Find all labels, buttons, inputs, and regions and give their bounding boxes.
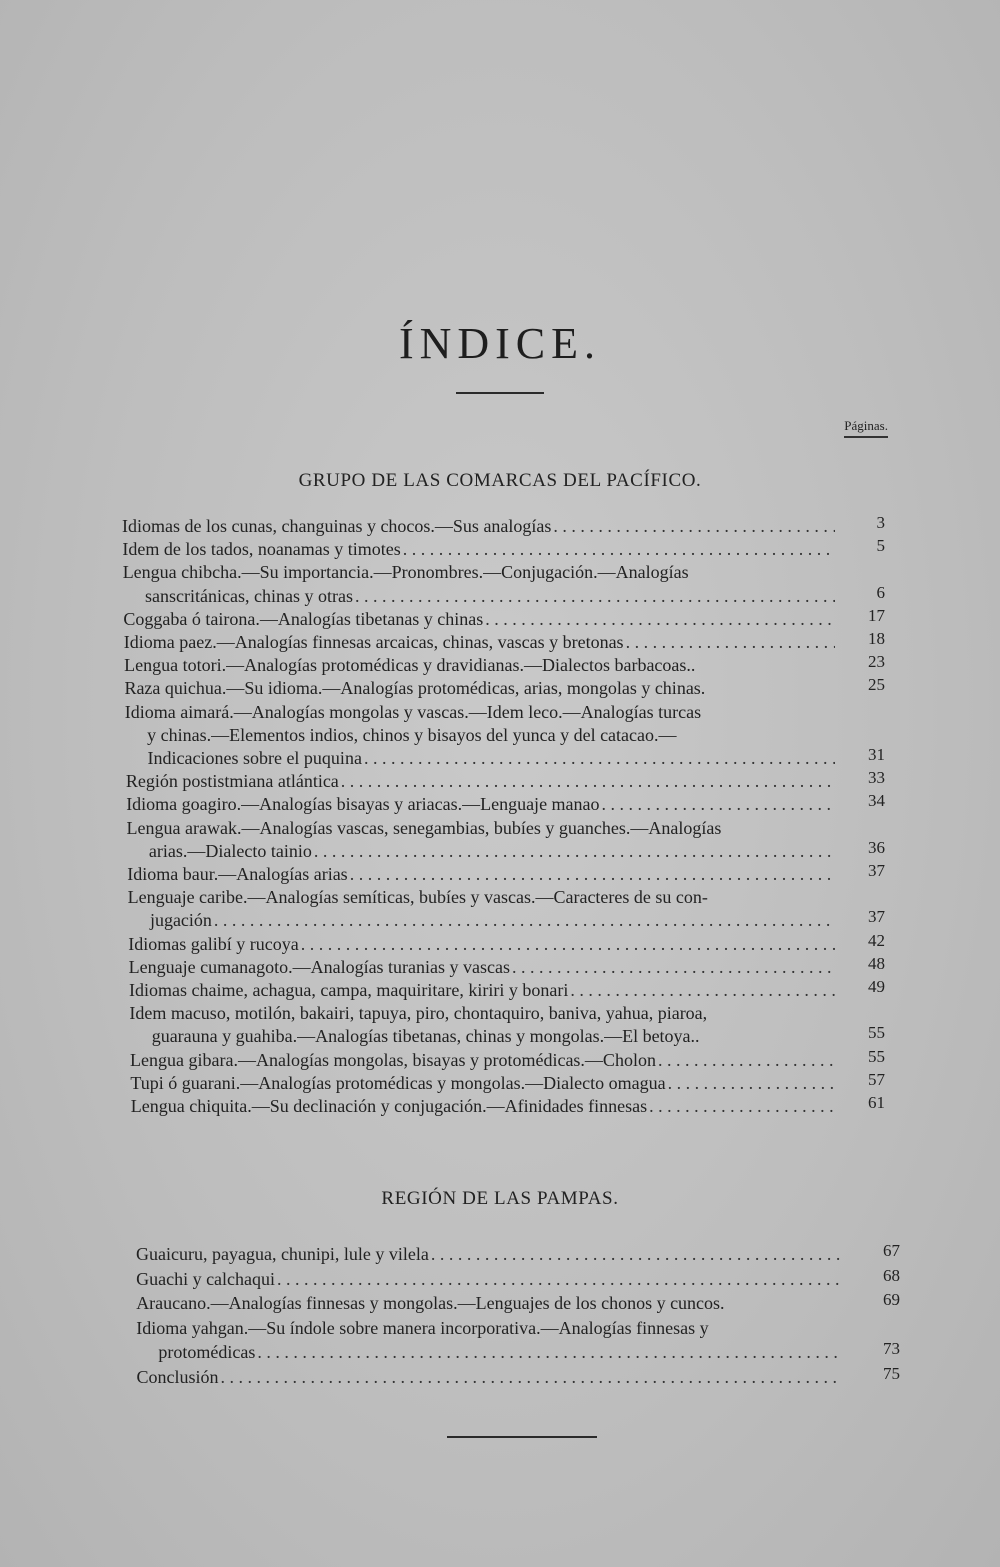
toc-page-number: 48	[868, 953, 885, 973]
toc-entry-text: y chinas.—Elementos indios, chinos y bisayos del yunca y del catacao.—	[147, 724, 677, 745]
toc-page-number: 36	[868, 837, 885, 857]
toc-entry	[127, 817, 835, 839]
toc-entry	[126, 793, 835, 815]
toc-entry-text: Idem de los tados, noanamas y timotes	[122, 539, 401, 560]
leader-dots	[277, 1268, 840, 1290]
toc-entry-text: Tupi ó guarani.—Analogías protomédicas y mongolas.—Dialecto omagua	[130, 1072, 666, 1093]
leader-dots	[512, 956, 835, 978]
toc-entry-text: sanscritánicas, chinas y otras	[145, 585, 353, 606]
toc-entry	[125, 701, 835, 723]
toc-page-number: 55	[868, 1046, 885, 1066]
toc-entry-text: Lengua gibara.—Analogías mongolas, bisayas y protomédicas.—Cholon	[130, 1049, 656, 1070]
leader-dots	[626, 631, 835, 653]
toc-page-number: 25	[868, 675, 885, 695]
toc-entry	[130, 1025, 835, 1047]
leader-dots	[341, 770, 835, 792]
leader-dots	[553, 515, 835, 537]
toc-entry-text: Guaicuru, payagua, chunipi, lule y vilela	[136, 1244, 429, 1264]
page-title: ÍNDICE.	[398, 319, 602, 368]
leader-dots	[257, 1341, 840, 1363]
toc-entry	[123, 608, 835, 630]
toc-entry	[129, 1002, 835, 1024]
toc-entry-text: Indicaciones sobre el puquina	[147, 748, 362, 768]
toc-page-number: 49	[868, 977, 885, 996]
toc-page-number: 61	[868, 1093, 885, 1112]
toc-entry	[123, 585, 835, 607]
toc-entry	[122, 515, 835, 537]
toc-page-number: 73	[883, 1339, 900, 1359]
toc-entry-text: Idioma yahgan.—Su índole sobre manera incorporativa.—Analogías finnesas y	[136, 1317, 709, 1338]
toc-page-number: 57	[868, 1069, 885, 1089]
closing-rule	[447, 1436, 597, 1438]
toc-entry	[136, 1317, 840, 1339]
toc-entry	[123, 561, 835, 583]
toc-page-number: 18	[868, 629, 885, 648]
toc-entry-text: Lengua chiquita.—Su declinación y conjugación.—Afinidades finnesas	[130, 1096, 648, 1116]
toc-page-number: 3	[876, 513, 885, 532]
toc-entry-text: Idioma baur.—Analogías arias	[127, 864, 348, 884]
toc-entry	[136, 1341, 840, 1363]
toc-page-number: 6	[876, 582, 885, 602]
toc-page-number: 23	[868, 652, 885, 672]
toc-page-number: 17	[868, 605, 885, 625]
toc-entry	[124, 677, 835, 699]
toc-page-number: 55	[868, 1023, 885, 1043]
toc-entry-text: Lenguaje cumanagoto.—Analogías turanias y vascas	[128, 956, 511, 977]
toc-entry-text: Región postistmiana atlántica	[125, 771, 339, 792]
toc-entry-text: Lenguaje caribe.—Analogías semíticas, bubíes y vascas.—Caracteres de su con-	[127, 887, 708, 908]
toc-entry-text: Guachi y calchaqui	[136, 1268, 276, 1289]
toc-page-number: 68	[883, 1265, 900, 1285]
toc-entry	[124, 631, 835, 653]
leader-dots	[649, 1095, 835, 1117]
toc-entry	[126, 747, 836, 769]
toc-entry-text: Idiomas galibí y rucoya	[128, 933, 299, 954]
toc-page-number: 75	[883, 1364, 900, 1383]
leader-dots	[221, 1366, 840, 1388]
toc-entry	[122, 538, 835, 560]
toc-entry-text: Raza quichua.—Su idioma.—Analogías protomédicas, arias, mongolas y chinas.	[124, 678, 706, 699]
toc-entry	[130, 1049, 835, 1071]
leader-dots	[431, 1243, 840, 1265]
toc-entry-text: Idiomas de los cunas, changuinas y chocos.—Sus analogías	[122, 516, 552, 536]
toc-entry	[129, 979, 835, 1001]
leader-dots	[485, 608, 835, 630]
toc-entry	[125, 724, 835, 746]
toc-entry-text: jugación	[149, 910, 212, 931]
toc-entry	[137, 1366, 841, 1388]
toc-entry	[136, 1268, 840, 1290]
leader-dots	[350, 863, 835, 885]
section-heading-pacifico: GRUPO DE LAS COMARCAS DEL PACÍFICO.	[298, 470, 702, 491]
toc-entry	[127, 863, 835, 885]
toc-page-number: 5	[876, 536, 885, 556]
leader-dots	[658, 1049, 835, 1071]
leader-dots	[355, 585, 835, 607]
toc-entry	[126, 770, 835, 792]
toc-entry	[129, 956, 835, 978]
toc-entry-text: arias.—Dialecto tainio	[148, 840, 312, 861]
leader-dots	[403, 538, 835, 560]
leader-dots	[668, 1072, 835, 1094]
leader-dots	[314, 840, 835, 862]
toc-page-number: 33	[868, 768, 885, 788]
toc-entry-text: Lengua totori.—Analogías protomédicas y dravidianas.—Dialectos barbacoas..	[124, 655, 696, 676]
leader-dots	[301, 933, 835, 955]
toc-entry	[124, 654, 835, 676]
toc-entry-text: Idioma goagiro.—Analogías bisayas y ariacas.—Lenguaje manao	[126, 794, 600, 815]
toc-entry	[130, 1072, 835, 1094]
toc-page-number: 37	[868, 907, 885, 927]
toc-entry-text: Araucano.—Analogías finnesas y mongolas.—Lenguajes de los chonos y cuncos.	[136, 1293, 725, 1314]
toc-entry-text: Idioma paez.—Analogías finnesas arcaicas, chinas, vascas y bretonas	[123, 632, 624, 652]
section-heading-pampas: REGIÓN DE LAS PAMPAS.	[381, 1188, 619, 1209]
toc-entry	[128, 933, 835, 955]
toc-entry-text: Conclusión	[136, 1367, 219, 1387]
toc-entry	[128, 909, 835, 931]
leader-dots	[364, 747, 835, 769]
toc-entry-text: Idioma aimará.—Analogías mongolas y vascas.—Idem leco.—Analogías turcas	[124, 701, 702, 722]
leader-dots	[602, 793, 835, 815]
toc-page-number: 34	[868, 791, 885, 811]
toc-page-number: 69	[883, 1290, 900, 1310]
toc-page-number: 37	[868, 861, 885, 880]
toc-entry	[128, 886, 835, 908]
toc-entry-text: protomédicas	[158, 1342, 256, 1363]
toc-entry	[127, 840, 835, 862]
toc-entry-text: Coggaba ó tairona.—Analogías tibetanas y chinas	[123, 608, 484, 629]
paginas-label: Páginas.	[844, 418, 888, 438]
toc-page-number: 31	[868, 745, 885, 764]
leader-dots	[214, 909, 835, 931]
toc-entry-text: Idiomas chaime, achagua, campa, maquiritare, kiriri y bonari	[129, 980, 569, 1000]
toc-page-number: 42	[868, 930, 885, 950]
toc-entry	[136, 1292, 840, 1314]
toc-entry	[136, 1243, 840, 1265]
toc-entry-text: Lengua arawak.—Analogías vascas, senegambias, bubíes y guanches.—Analogías	[126, 817, 722, 838]
leader-dots	[570, 979, 835, 1001]
toc-entry-text: Lengua chibcha.—Su importancia.—Pronombres.—Conjugación.—Analogías	[122, 562, 689, 583]
toc-page-number: 67	[883, 1241, 900, 1260]
toc-entry	[131, 1095, 835, 1117]
toc-entry-text: guarauna y guahiba.—Analogías tibetanas, chinas y mongolas.—El betoya..	[151, 1026, 700, 1047]
toc-entry-text: Idem macuso, motilón, bakairi, tapuya, piro, chontaquiro, baniva, yahua, piaroa,	[129, 1003, 708, 1024]
